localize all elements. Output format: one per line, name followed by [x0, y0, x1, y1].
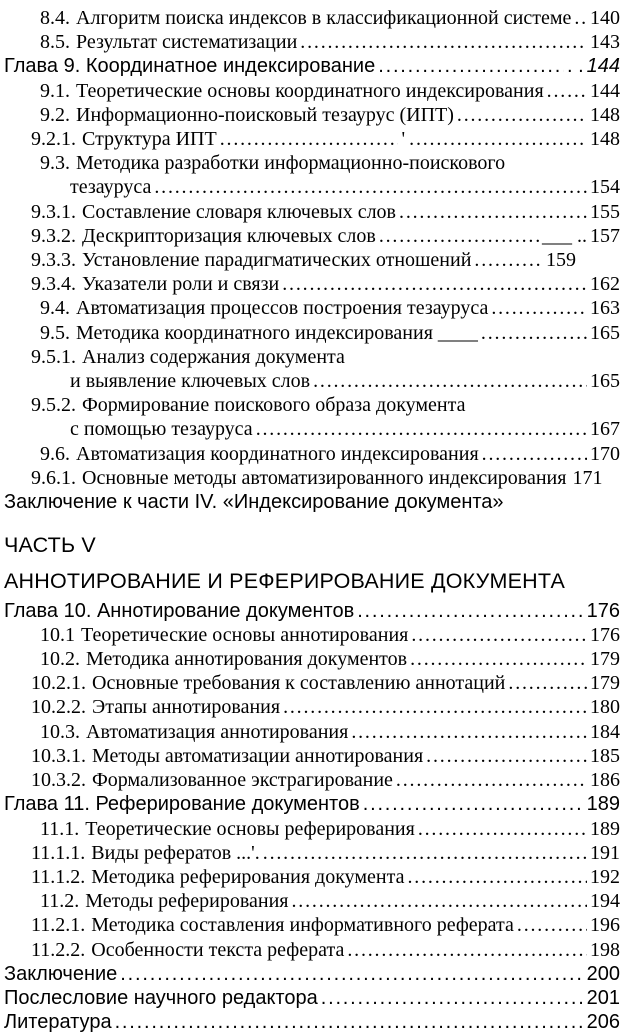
dot-leader [491, 296, 587, 320]
toc-entry [4, 533, 620, 557]
entry-title: Глава 9. Координатное индексирование [4, 55, 376, 78]
toc-entry [4, 393, 620, 417]
entry-number: 10.3.2. [31, 769, 86, 792]
entry-title: Теоретические основы координатного индексирования [76, 79, 544, 102]
dot-leader [418, 817, 587, 841]
entry-number: 8.4. [40, 7, 70, 29]
entry-page-number: 200 [586, 962, 620, 985]
entry-page-number: 185 [590, 744, 620, 767]
dot-leader [321, 986, 584, 1010]
toc-entry [4, 54, 620, 78]
entry-number: 9.3.4. [31, 273, 76, 296]
dot-leader [263, 841, 587, 865]
entry-page-number: 206 [586, 1011, 620, 1034]
entry-page-number: 143 [590, 31, 620, 54]
entry-page-number: 154 [590, 176, 620, 199]
toc-entry [4, 30, 620, 54]
entry-title: с помощью тезауруса [70, 418, 253, 441]
dot-leader [313, 369, 587, 393]
toc-entry [4, 200, 620, 224]
entry-title: Глава 11. Реферирование документов [4, 793, 360, 816]
toc-entry [4, 466, 603, 490]
entry-number: 9.1. [40, 79, 70, 102]
toc-entry [4, 1010, 620, 1034]
dot-leader [347, 938, 587, 962]
entry-page-number: 167 [590, 418, 620, 441]
entry-page-number: 189 [590, 817, 620, 840]
dot-leader [282, 272, 587, 296]
entry-number: 10.2. [40, 648, 80, 671]
entry-page-number: 198 [590, 938, 620, 961]
entry-page-number: 163 [590, 297, 620, 320]
entry-title: Методика координатного индексирования ____ [76, 321, 478, 344]
toc-entry [4, 127, 620, 151]
dot-leader [508, 671, 587, 695]
entry-title: Методика разработки информационно-поискового [76, 152, 506, 175]
entry-number: 11.2.1. [31, 914, 86, 937]
toc-entry [4, 889, 620, 913]
toc-entry [4, 569, 620, 593]
toc-entry [4, 695, 620, 719]
entry-page-number: 148 [590, 103, 620, 126]
toc-entry [4, 345, 620, 369]
entry-number: 10.3.1. [31, 744, 86, 767]
entry-number: 10.3. [40, 720, 80, 743]
entry-page-number: 176 [590, 623, 620, 646]
dot-leader [457, 103, 587, 127]
entry-title: Основные методы автоматизированного индексирования [82, 466, 567, 489]
entry-page-number: 196 [590, 914, 620, 937]
toc-entry [4, 647, 620, 671]
entry-number: 9.3.2. [31, 224, 76, 247]
leader-artifact: ___ .. [542, 224, 587, 247]
dot-leader [547, 79, 587, 103]
toc-entry [4, 744, 620, 768]
entry-title: Формирование поискового образа документа [82, 394, 466, 417]
entry-title: Структура ИПТ [82, 128, 217, 151]
toc-entry [4, 962, 620, 986]
entry-page-number: 180 [590, 696, 620, 719]
entry-page-number: 165 [590, 321, 620, 344]
entry-number: 11.1.2. [31, 865, 86, 888]
entry-page-number: 171 [572, 466, 603, 489]
entry-page-number: 191 [590, 841, 620, 864]
entry-title: Заключение [4, 962, 118, 985]
toc-entry [4, 103, 620, 127]
entry-title: Методы автоматизации аннотирования [92, 744, 424, 767]
entry-number: 9.2.1. [31, 128, 76, 151]
entry-title: Результат систематизации [76, 31, 298, 54]
entry-page-number: 140 [590, 7, 620, 29]
dot-leader [378, 54, 564, 78]
dot-leader [474, 248, 543, 272]
table-of-contents [4, 6, 620, 1034]
entry-page-number: 192 [590, 865, 620, 888]
entry-number: 9.3. [40, 152, 70, 175]
entry-title: Теоретические основы реферирования [85, 817, 415, 840]
dot-leader [410, 647, 587, 671]
entry-page-number: 179 [590, 648, 620, 671]
entry-title: Методика аннотирования документов [86, 648, 408, 671]
leader-artifact: . . [566, 55, 584, 78]
entry-number: 9.4. [40, 297, 70, 320]
entry-title: ЧАСТЬ V [4, 533, 96, 558]
dot-leader [154, 175, 587, 199]
dot-leader [120, 962, 583, 986]
toc-entry [4, 296, 620, 320]
entry-number: 10.2.1. [31, 672, 86, 695]
entry-title: Формализованное экстрагирование [92, 769, 393, 792]
dot-leader [220, 127, 398, 151]
entry-number: 9.6. [40, 442, 70, 465]
entry-number: 9.5. [40, 321, 70, 344]
entry-page-number: 144 [590, 79, 620, 102]
entry-title: Основные требования к составлению аннотаций [92, 672, 506, 695]
toc-entry [4, 938, 620, 962]
entry-page-number: 189 [586, 793, 620, 816]
entry-title: Этапы аннотирования [92, 696, 281, 719]
entry-page-number: 148 [589, 128, 620, 151]
entry-page-number: 144 [586, 55, 620, 78]
entry-title: Методы реферирования [85, 890, 289, 913]
entry-title: Литература [4, 1011, 112, 1034]
dot-leader [411, 623, 587, 647]
entry-number: 9.5.1. [31, 345, 76, 368]
entry-number: 8.5. [40, 31, 70, 54]
toc-entry [4, 442, 620, 466]
entry-title: АННОТИРОВАНИЕ И РЕФЕРИРОВАНИЕ ДОКУМЕНТА [4, 569, 566, 594]
toc-entry [4, 272, 620, 296]
toc-entry [4, 720, 620, 744]
dot-leader [482, 442, 587, 466]
entry-page-number: 157 [590, 224, 620, 247]
entry-page-number: 184 [590, 720, 620, 743]
entry-number: 9.6.1. [31, 466, 76, 489]
entry-title: Послесловие научного редактора [4, 986, 318, 1009]
entry-page-number: 201 [586, 986, 620, 1009]
entry-page-number: 165 [590, 370, 620, 393]
dot-leader [481, 321, 587, 345]
toc-entry [4, 490, 620, 514]
entry-title: Информационно-поисковый тезаурус (ИПТ) [76, 103, 454, 126]
entry-title: Автоматизация координатного индексирования [76, 442, 479, 465]
toc-entry [4, 79, 620, 103]
entry-title: Установление парадигматических отношений [82, 249, 472, 272]
entry-number: 11.2. [40, 890, 80, 913]
dot-leader [292, 889, 588, 913]
toc-entry [4, 224, 620, 248]
dot-leader [363, 792, 584, 816]
toc-entry [4, 768, 620, 792]
entry-title: Глава 10. Аннотирование документов [4, 599, 355, 622]
dot-leader [115, 1010, 584, 1034]
dot-leader [409, 127, 587, 151]
entry-title: Алгоритм поиска индексов в классификационной системе [76, 7, 572, 29]
entry-title: Теоретические основы аннотирования [81, 623, 409, 646]
entry-number: 9.5.2. [31, 394, 76, 417]
toc-entry [4, 417, 620, 441]
toc-entry [4, 369, 620, 393]
entry-number: 11.2.2. [31, 938, 86, 961]
dot-leader [396, 768, 587, 792]
entry-title: Дескрипторизация ключевых слов [82, 224, 376, 247]
toc-entry [4, 792, 620, 816]
entry-number: 11.1.1. [31, 841, 86, 864]
entry-title: тезауруса [70, 176, 152, 199]
toc-entry [4, 599, 620, 623]
leader-artifact: ' [401, 128, 406, 151]
entry-title: и выявление ключевых слов [70, 370, 311, 393]
dot-leader [408, 865, 588, 889]
entry-title: Указатели роли и связи [82, 273, 280, 296]
entry-title: Автоматизация процессов построения тезауруса [76, 297, 489, 320]
entry-title: Виды рефератов ...'. [91, 841, 260, 864]
entry-number: 9.2. [40, 103, 70, 126]
entry-number: 10.1 [40, 623, 75, 646]
dot-leader [300, 30, 587, 54]
entry-page-number: 155 [590, 200, 620, 223]
dot-leader [256, 417, 587, 441]
entry-number: 9.3.1. [31, 200, 76, 223]
toc-entry [4, 817, 620, 841]
entry-page-number: 162 [590, 273, 620, 296]
toc-entry [4, 986, 620, 1010]
dot-leader [351, 720, 587, 744]
toc-entry [4, 321, 620, 345]
dot-leader [357, 599, 583, 623]
dot-leader [379, 224, 539, 248]
toc-entry [4, 248, 576, 272]
entry-title: Особенности текста реферата [91, 938, 345, 961]
entry-title: Методика составления информативного реферата [91, 914, 514, 937]
entry-number: 10.2.2. [31, 696, 86, 719]
entry-page-number: 159 [546, 249, 576, 272]
entry-page-number: 170 [590, 442, 620, 465]
toc-entry [4, 913, 620, 937]
entry-title: Составление словаря ключевых слов [82, 200, 397, 223]
dot-leader [574, 6, 587, 30]
entry-page-number: 176 [586, 599, 620, 622]
toc-entry [4, 6, 620, 30]
toc-entry [4, 623, 620, 647]
entry-title: Заключение к части IV. «Индексирование документа» [4, 491, 504, 514]
toc-entry [4, 841, 620, 865]
entry-title: Автоматизация аннотирования [86, 720, 349, 743]
entry-title: Методика реферирования документа [91, 865, 405, 888]
entry-page-number: 194 [590, 890, 620, 913]
entry-title: Анализ содержания документа [82, 345, 345, 368]
toc-entry [4, 865, 620, 889]
dot-leader [399, 200, 587, 224]
entry-number: 11.1. [40, 817, 80, 840]
toc-entry [4, 175, 620, 199]
toc-entry [4, 671, 620, 695]
dot-leader [426, 744, 587, 768]
toc-entry [4, 151, 620, 175]
entry-number: 9.3.3. [31, 249, 76, 272]
entry-page-number: 186 [590, 769, 620, 792]
entry-page-number: 179 [590, 672, 620, 695]
dot-leader [517, 913, 587, 937]
dot-leader [283, 695, 587, 719]
